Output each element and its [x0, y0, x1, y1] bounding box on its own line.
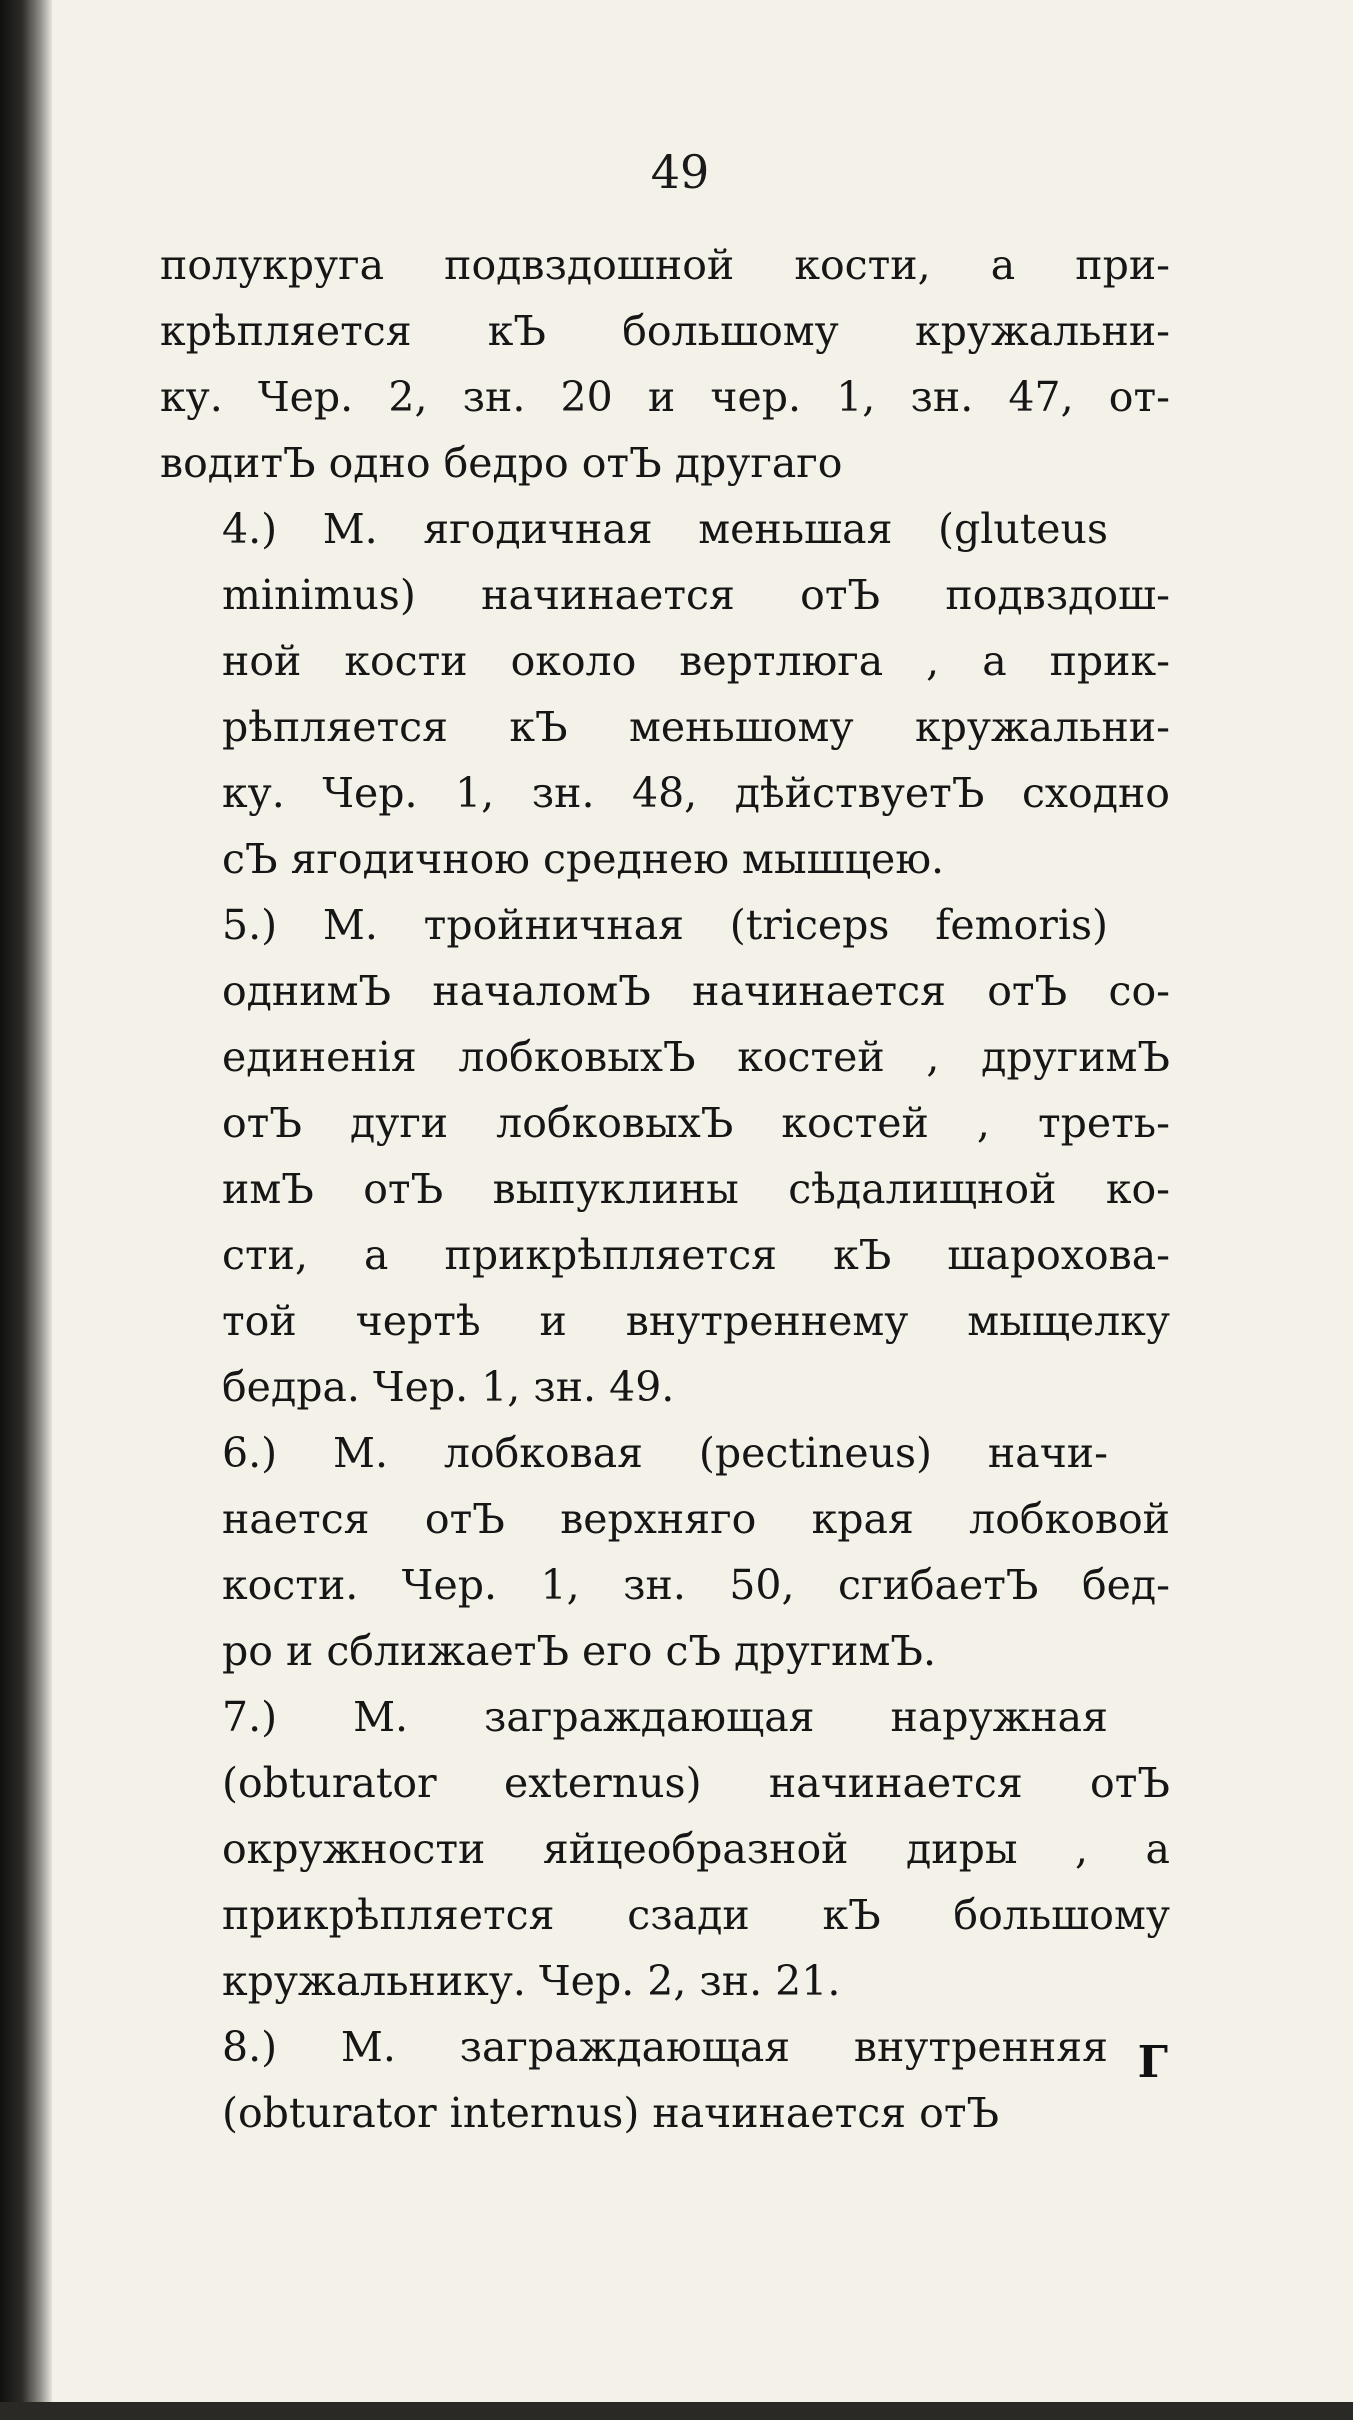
text-line: кружальнику. Чер. 2, зн. 21. [222, 1957, 841, 2005]
text-line: ку. Чер. 2, зн. 20 и чер. 1, зн. 47, от- [160, 373, 1170, 421]
text-line: окружности яйцеобразной диры , а [222, 1825, 1170, 1873]
text-line: minimus) начинается отЪ подвздош- [222, 571, 1170, 619]
text-line: 6.) М. лобковая (pectineus) начи- [222, 1429, 1108, 1477]
text-line: той чертѣ и внутреннему мыщелку [222, 1297, 1170, 1345]
paragraph-pectineus [160, 1420, 1170, 1684]
text-line: (obturator internus) начинается отЪ [222, 2089, 1000, 2137]
text-line: ро и сближаетЪ его сЪ другимЪ. [222, 1627, 936, 1675]
text-line: отЪ дуги лобковыхЪ костей , треть- [222, 1099, 1170, 1147]
text-line: 7.) М. заграждающая наружная [222, 1693, 1108, 1741]
page-binding-shadow [0, 0, 52, 2420]
text-line: ку. Чер. 1, зн. 48, дѣйствуетЪ сходно [222, 769, 1170, 817]
text-line: сти, а прикрѣпляется кЪ шарохова- [222, 1231, 1170, 1279]
page-number: 49 [650, 145, 710, 199]
paragraph-obturator-internus [160, 2014, 1170, 2146]
paragraph-triceps-femoris [160, 892, 1170, 1420]
paragraph-gluteus-minimus [160, 496, 1170, 892]
text-line: единенія лобковыхЪ костей , другимЪ [222, 1033, 1170, 1081]
text-line: прикрѣпляется сзади кЪ большому [222, 1891, 1170, 1939]
text-line: 5.) М. тройничная (triceps femoris) [222, 901, 1108, 949]
text-line: 4.) М. ягодичная меньшая (gluteus [222, 505, 1108, 553]
text-line: однимЪ началомЪ начинается отЪ со- [222, 967, 1170, 1015]
text-line: крѣпляется кЪ большому кружальни- [160, 307, 1170, 355]
text-line: (obturator externus) начинается отЪ [222, 1759, 1170, 1807]
body-text [160, 232, 1170, 2146]
signature-mark: Г [1137, 2037, 1168, 2088]
text-line: имЪ отЪ выпуклины сѣдалищной ко- [222, 1165, 1170, 1213]
page-bottom-edge [0, 2402, 1353, 2420]
text-line: полукруга подвздошной кости, а при- [160, 241, 1170, 289]
text-line: кости. Чер. 1, зн. 50, сгибаетЪ бед- [222, 1561, 1170, 1609]
text-line: водитЪ одно бедро отЪ другаго [160, 439, 843, 487]
text-line: нается отЪ верхняго края лобковой [222, 1495, 1170, 1543]
paragraph-obturator-externus [160, 1684, 1170, 2014]
text-line: рѣпляется кЪ меньшому кружальни- [222, 703, 1170, 751]
text-line: 8.) М. заграждающая внутренняя [222, 2023, 1108, 2071]
text-line: бедра. Чер. 1, зн. 49. [222, 1363, 675, 1411]
text-line: сЪ ягодичною среднею мышцею. [222, 835, 945, 883]
paragraph-continuation [160, 232, 1170, 496]
text-line: ной кости около вертлюга , а прик- [222, 637, 1170, 685]
